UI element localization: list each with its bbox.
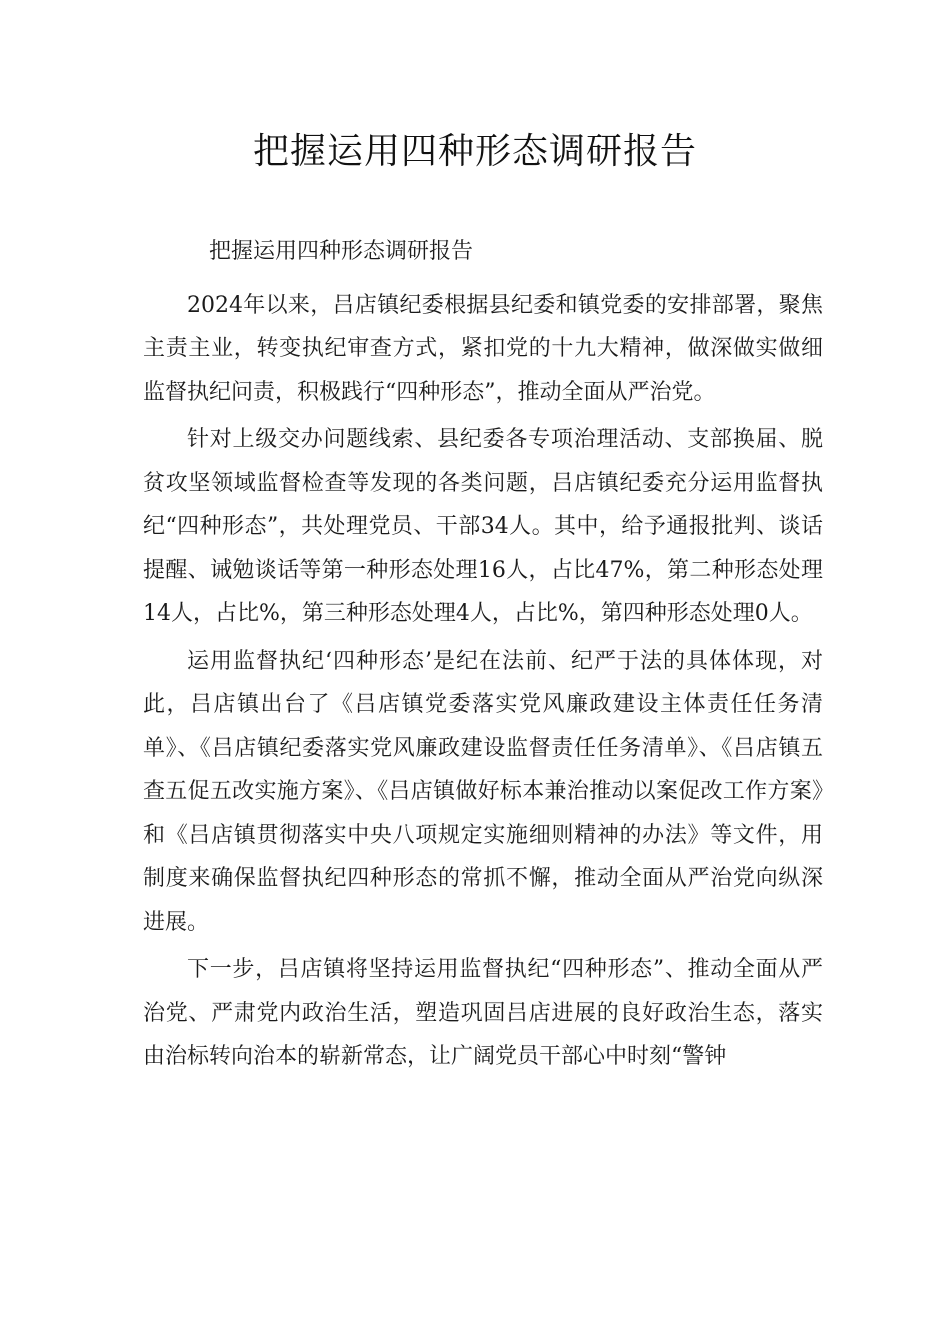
paragraph-statistics: 针对上级交办问题线索、县纪委各专项治理活动、支部换届、脱贫攻坚领域监督检查等发现的各类问题，吕店镇纪委充分运用监督执纪“四种形态”，共处理党员、干部34人。其中，给予通报批判、谈话提醒、诫勉谈话等第一种形态处理16人，占比47%，第二种形态处理14人，占比%，第三种形态处理4人，占比%，第四种形态处理0人。 xyxy=(143,427,823,626)
document-body xyxy=(143,230,823,1079)
document-title: 把握运用四种形态调研报告 xyxy=(252,131,697,172)
paragraph-intro: 2024年以来，吕店镇纪委根据县纪委和镇党委的安排部署，聚焦主责主业，转变执纪审查方式，紧扣党的十九大精神，做深做实做细监督执纪问责，积极践行“四种形态”，推动全面从严治党。 xyxy=(143,292,823,405)
paragraph-next-steps: 下一步，吕店镇将坚持运用监督执纪“四种形态”、推动全面从严治党、严肃党内政治生活，塑造巩固吕店进展的良好政治生态，落实由治标转向治本的崭新常态，让广阔党员干部心中时刻“警钟 xyxy=(143,957,823,1069)
paragraph-measures: 运用监督执纪‘四种形态’是纪在法前、纪严于法的具体体现，对此，吕店镇出台了《吕店镇党委落实党风廉政建设主体责任任务清单》、《吕店镇纪委落实党风廉政建设监督责任任务清单》、《吕店镇五查五促五改实施方案》、《吕店镇做好标本兼治推动以案促改工作方案》和《吕店镇贯彻落实中央八项规定实施细则精神的办法》等文件，用制度来确保监督执纪四种形态的常抓不懈，推动全面从严治党向纵深进展。 xyxy=(143,648,823,935)
document-subtitle: 把握运用四种形态调研报告 xyxy=(209,239,474,264)
